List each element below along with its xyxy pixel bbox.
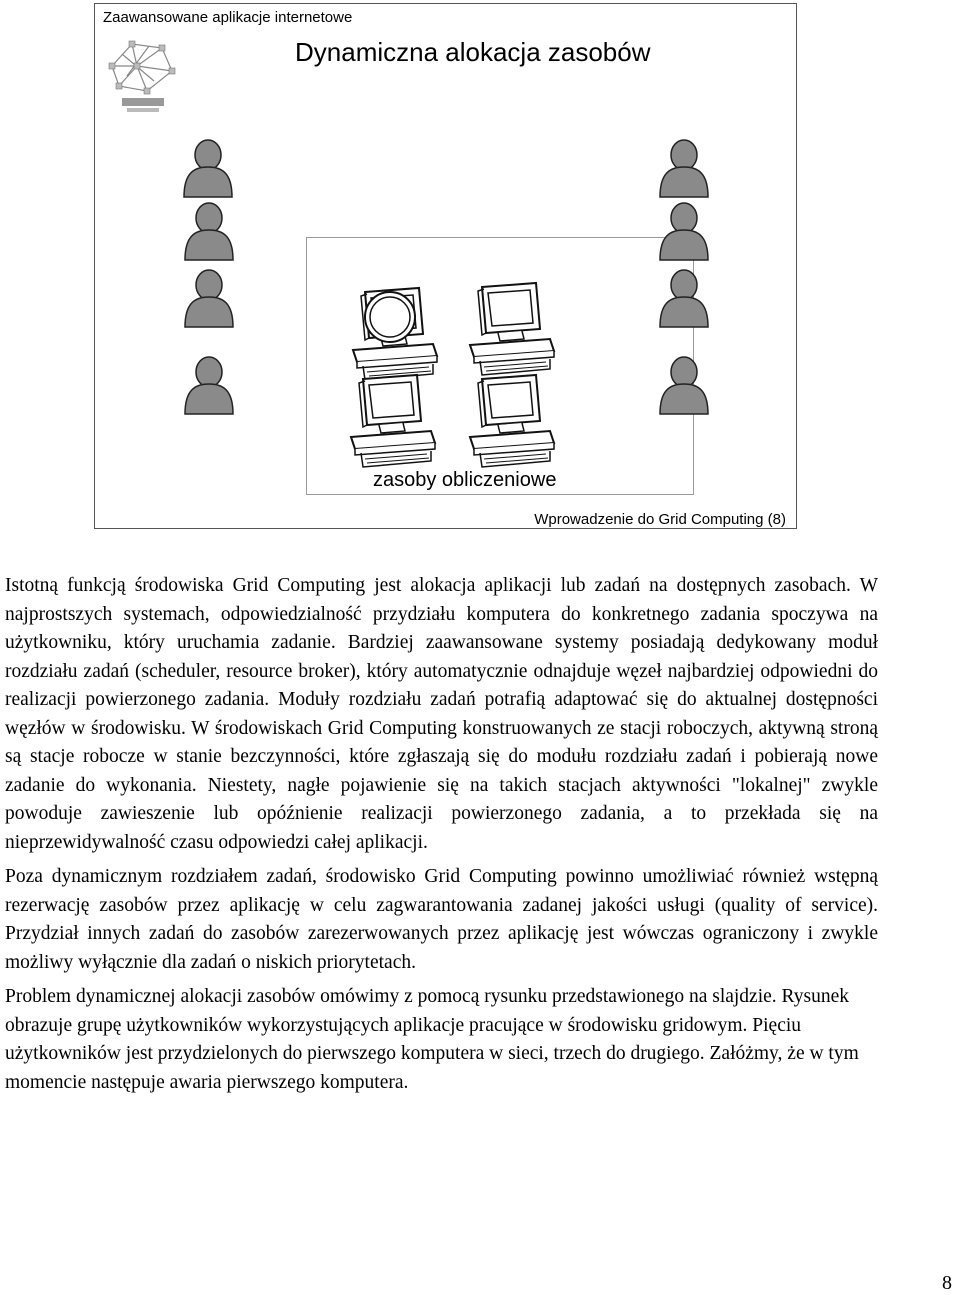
computer-icon xyxy=(351,375,435,467)
slide-footer: Wprowadzenie do Grid Computing (8) xyxy=(534,511,786,528)
slide-title: Dynamiczna alokacja zasobów xyxy=(295,37,651,67)
user-icon xyxy=(660,203,708,260)
paragraph: Poza dynamicznym rozdziałem zadań, środowisko Grid Computing powinno umożliwiać również wstępną rezerwację zasobów przez aplikację w celu zagwarantowania zadanej jakości usługi (quality of service). Przydział innych zadań do zasobów zarezerwowanych przez aplikację jest wówczas ograniczony i zwykle możliwy wyłącznie dla zadań o niskich priorytetach. xyxy=(5,866,878,973)
user-icon xyxy=(184,140,232,197)
slide xyxy=(94,3,797,529)
user-icon xyxy=(660,357,708,414)
selected-marker-icon xyxy=(365,292,415,342)
allocation-diagram xyxy=(95,4,798,530)
slide-header: Zaawansowane aplikacje internetowe xyxy=(103,9,353,26)
body-text xyxy=(5,572,878,1103)
users-right xyxy=(660,140,708,414)
computer-icon xyxy=(470,375,554,467)
user-icon xyxy=(660,140,708,197)
computer-icon xyxy=(470,283,554,375)
user-icon xyxy=(185,357,233,414)
user-icon xyxy=(660,270,708,327)
resources-label: zasoby obliczeniowe xyxy=(373,469,557,491)
user-icon xyxy=(185,270,233,327)
user-icon xyxy=(185,203,233,260)
users-left xyxy=(184,140,233,414)
paragraph: Istotną funkcją środowiska Grid Computing jest alokacja aplikacji lub zadań na dostępnych zasobach. W najprostszych systemach, odpowiedzialność przydziału komputera do konkretnego zadania spoczywa na użytkowniku, który uruchamia zadanie. Bardziej zaawansowane systemy posiadają dedykowany moduł rozdziału zadań (scheduler, resource broker), który automatycznie odnajduje węzeł najbardziej odpowiedni do realizacji powierzonego zadania. Moduły rozdziału zadań potrafią adaptować się do aktualnej dostępności węzłów w środowisku. W środowiskach Grid Computing konstruowanych ze stacji roboczych, aktywną stroną są stacje robocze w stanie bezczynności, które zgłaszają się do modułu rozdziału zadań i pobierają nowe zadanie do wykonania. Niestety, nagłe pojawienie się na takich stacjach aktywności "lokalnej" zwykle powoduje zawieszenie lub opóźnienie realizacji powierzonego zadania, a to przekłada się na nieprzewidywalność czasu odpowiedzi całej aplikacji. xyxy=(5,575,878,853)
paragraph: Problem dynamicznej alokacji zasobów omówimy z pomocą rysunku przedstawionego na slajdzie. Rysunek obrazuje grupę użytkowników wykorzystujących aplikacje pracujące w środowisku gridowym. Pięciu użytkowników jest przydzielonych do pierwszego komputera w sieci, trzech do drugiego. Załóżmy, że w tym momencie następuje awaria pierwszego komputera. xyxy=(5,986,859,1093)
page-number: 8 xyxy=(942,1272,952,1294)
